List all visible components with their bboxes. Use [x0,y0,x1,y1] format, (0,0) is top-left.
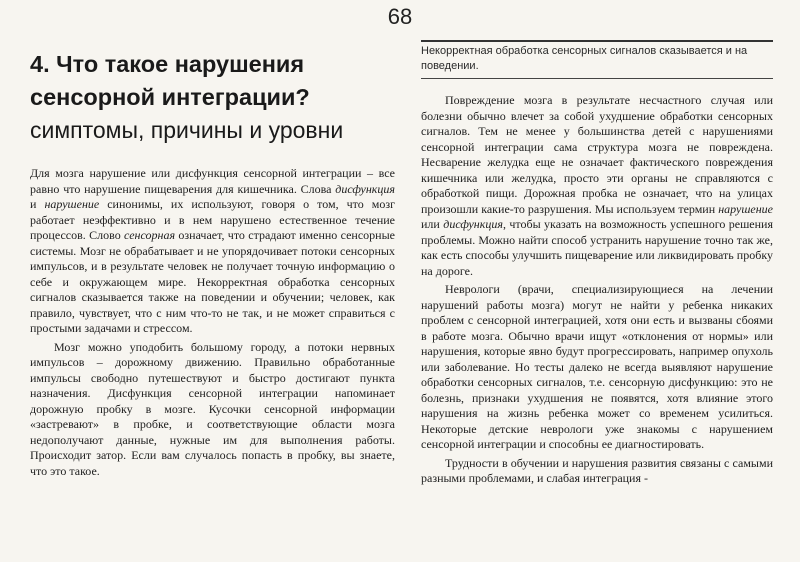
italic-term: нарушение [44,197,100,211]
right-paragraph-1 [421,93,773,279]
sidebar-callout: Некорректная обработка сенсорных сигналов сказывается и на поведении. [421,40,773,79]
text-run: синонимы, их используют, говоря о том, что мозг работает неэффективно и в нем нарушено естественное течение процессов. Слово [30,197,396,242]
text-run: Трудности в обучении и нарушения развития связаны с самыми разными проблемами, и слабая интеграция - [421,455,773,485]
right-paragraph-3 [421,456,773,487]
right-column [421,40,773,490]
left-paragraph-2 [30,340,395,480]
text-run: Мозг можно уподобить большому городу, а потоки нервных импульсов – дорожному движению. Правильно обработанные импульсы свободно путешествуют и быстро достигают пункта назначения. Дисфункция сенсорной интеграции напоминает дорожную пробку в мозге. Кусочки сенсорной информации «застревают» в пробке, и соответствующие области мозга недополучают данные, нужные им для выполнения работы. Происходит затор. Если вам случалось попасть в пробку, вы знаете, что это такое. [30,339,395,478]
text-run: или [421,217,444,231]
left-paragraph-1 [30,166,395,337]
italic-term: дисфункция [335,181,395,196]
right-body-text [421,93,773,487]
chapter-subtitle: симптомы, причины и уровни [30,117,344,143]
text-run: Повреждение мозга в результате несчастного случая или болезни обычно влечет за собой ухудшение обработки сенсорных сигналов. Тем не менее у большинства детей с нарушениями сенсорной интеграции сама структура мозга не повреждена. Несварение желудка еще не означает фактического повреждения кишечника или желудка, просто эти органы не справляются с обработкой пищи. Дорожная пробка не означает, что на улицах произошли какие-то разрушения. Мы используем термин [421,93,773,216]
chapter-title: 4. Что такое нарушения сенсорной интеграции? [30,51,310,110]
text-run: , чтобы указать на возможность успешного решения проблемы. Можно найти способ устранить нарушение точно так же, как есть способы улучшить пищеварение или ликвидировать пробку на дороге. [421,217,773,278]
text-run: означает, что страдают именно сенсорные системы. Мозг не обрабатывает и не упорядочивает потоки сенсорных импульсов, и в результате человек не получает точную информацию о себе и окружающем мире. Некорректная обработка сенсорных сигналов сказывается также на поведении и обучении; человек, как правило, чувствует, что с ним что-то не так, и не может справиться с простыми задачами и стрессом. [30,228,395,335]
page-number: 68 [387,4,413,29]
text-run: Неврологи (врачи, специализирующиеся на лечении нарушений работы мозга) могут не найти у ребенка никаких проблем с сенсорной интеграцией, хотя они есть и вызваны сбоями в работе мозга. Обычно врачи ищут «отклонения от нормы» или нарушения, которые явно будут прогрессировать, например опухоль или заболевание. Но тесты далеко не всегда выявляют нарушение обработки сенсорных сигналов, т.е. сенсорную дисфункцию: это не болезнь, признаки ухудшения не появятся, хотя влияние этого нарушения на жизнь ребенка может со временем усилиться. Некоторые детские неврологи уже знакомы с нарушением сенсорной интеграции и способны ее диагностировать. [421,282,773,451]
right-paragraph-2 [421,282,773,453]
left-column [30,48,395,482]
italic-term: дисфункция [443,217,503,231]
left-body-text [30,166,395,479]
text-run: и [30,197,45,211]
italic-term: сенсорная [124,228,176,242]
text-run: Для мозга нарушение или дисфункция сенсорной интеграции – все равно что нарушение пищеварения для кишечника. Слова [30,166,395,196]
italic-term: нарушение [718,201,773,216]
